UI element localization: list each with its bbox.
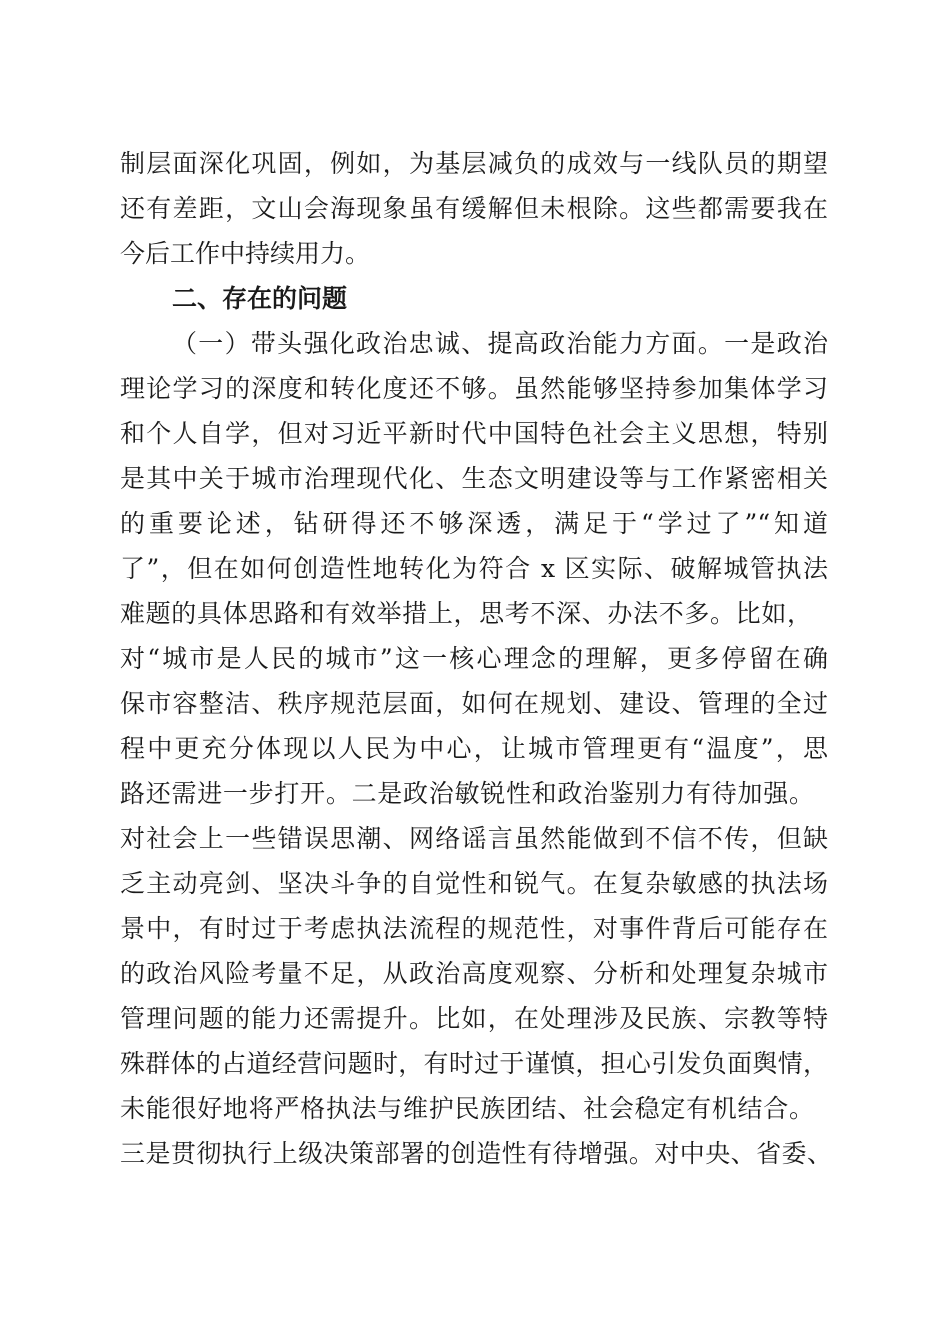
text-line <box>0 817 950 861</box>
text-line <box>0 592 950 636</box>
text-line-content: 的政治风险考量不足，从政治高度观察、分析和处理复杂城市 <box>120 959 828 988</box>
text-line <box>0 997 950 1041</box>
text-line <box>0 727 950 771</box>
text-line <box>0 772 950 816</box>
text-line <box>0 547 950 591</box>
text-line-content: 理论学习的深度和转化度还不够。虽然能够坚持参加集体学习 <box>120 374 828 403</box>
text-line-content: 对“城市是人民的城市”这一核心理念的理解，更多停留在确 <box>120 644 828 673</box>
text-line <box>0 1132 950 1176</box>
text-line-content: 的重要论述，钻研得还不够深透，满足于“学过了”“知道 <box>120 509 828 538</box>
text-line-content: 是其中关于城市治理现代化、生态文明建设等与工作紧密相关 <box>120 464 828 493</box>
text-line-content: 保市容整洁、秩序规范层面，如何在规划、建设、管理的全过 <box>120 689 828 718</box>
text-line-content: 制层面深化巩固，例如，为基层减负的成效与一线队员的期望 <box>120 149 828 178</box>
text-line-content: 程中更充分体现以人民为中心，让城市管理更有“温度”，思 <box>120 734 828 763</box>
text-line <box>0 637 950 681</box>
text-line <box>0 1042 950 1086</box>
text-line-content: 路还需进一步打开。二是政治敏锐性和政治鉴别力有待加强。 <box>120 779 814 808</box>
text-line-content: 未能很好地将严格执法与维护民族团结、社会稳定有机结合。 <box>120 1094 814 1123</box>
text-line-content: 对社会上一些错误思潮、网络谣言虽然能做到不信不传，但缺 <box>120 824 828 853</box>
text-line <box>0 952 950 996</box>
section-heading <box>0 277 950 321</box>
text-line <box>0 1087 950 1131</box>
text-line-content: 还有差距，文山会海现象虽有缓解但未根除。这些都需要我在 <box>120 194 828 223</box>
subsection-heading-line: （一）带头强化政治忠诚、提高政治能力方面。一是政治 <box>172 329 828 358</box>
text-line <box>0 322 950 366</box>
text-line <box>0 862 950 906</box>
text-line <box>0 142 950 186</box>
section-heading-text: 二、存在的问题 <box>172 284 348 313</box>
text-line-content: 和个人自学，但对习近平新时代中国特色社会主义思想，特别 <box>120 419 828 448</box>
text-line <box>0 412 950 456</box>
text-line-content: 三是贯彻执行上级决策部署的创造性有待增强。对中央、省委、 <box>120 1139 832 1168</box>
text-line-content: 景中，有时过于考虑执法流程的规范性，对事件背后可能存在 <box>120 914 828 943</box>
text-line <box>0 367 950 411</box>
text-line <box>0 187 950 231</box>
text-line <box>0 457 950 501</box>
text-line-content: 今后工作中持续用力。 <box>120 239 371 268</box>
text-line-content: 管理问题的能力还需提升。比如，在处理涉及民族、宗教等特 <box>120 1004 828 1033</box>
text-line <box>0 682 950 726</box>
text-line-content: 殊群体的占道经营问题时，有时过于谨慎，担心引发负面舆情， <box>120 1049 828 1078</box>
text-line <box>0 232 950 276</box>
text-line-content: 了”，但在如何创造性地转化为符合 x 区实际、破解城管执法 <box>120 554 828 583</box>
text-line <box>0 502 950 546</box>
text-line <box>0 907 950 951</box>
text-line-content: 难题的具体思路和有效举措上，思考不深、办法不多。比如， <box>120 599 812 628</box>
text-line-content: 乏主动亮剑、坚决斗争的自觉性和锐气。在复杂敏感的执法场 <box>120 869 828 898</box>
